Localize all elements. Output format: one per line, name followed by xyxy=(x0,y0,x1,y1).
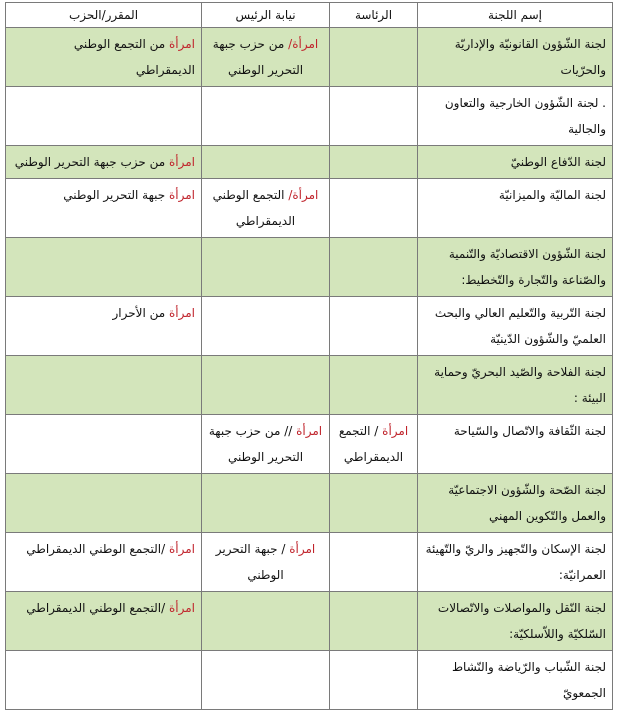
rapporteur-cell xyxy=(6,238,202,297)
committee-name: لجنة الثّقافة والاتّصال والسّياحة xyxy=(453,424,606,438)
committee-name: لجنة الإسكان والتّجهيز والريّ والتّهيئة العمرانيّة: xyxy=(425,542,606,582)
committee-name: . لجنة الشّؤون الخارجية والتعاون والجالية xyxy=(444,96,606,136)
rapporteur-cell xyxy=(6,356,202,415)
rapporteur-cell xyxy=(6,179,202,238)
vice-woman-label: امرأة/ xyxy=(288,188,319,202)
president-cell xyxy=(330,146,418,179)
vice-woman-label: امرأة xyxy=(296,424,323,438)
committee-cell xyxy=(418,533,613,592)
table-row xyxy=(6,238,613,297)
rapporteur-woman-label: امرأة xyxy=(168,542,195,556)
rapporteur-cell xyxy=(6,474,202,533)
rapporteur-party: /التجمع الوطني الديمقراطي xyxy=(26,542,169,556)
president-cell xyxy=(330,415,418,474)
header-vice: نيابة الرئيس xyxy=(202,3,330,28)
table-row xyxy=(6,28,613,87)
vice-cell xyxy=(202,651,330,710)
committee-name: لجنة التّربية والتّعليم العالي والبحث العلميّ والشّؤون الدّينيّة xyxy=(434,306,606,346)
vice-party: // من حزب جبهة التحرير الوطني xyxy=(208,424,304,464)
president-woman-label: امرأة xyxy=(382,424,409,438)
rapporteur-party: من التجمع الوطني الديمقراطي xyxy=(73,37,195,77)
committee-cell xyxy=(418,474,613,533)
vice-cell xyxy=(202,179,330,238)
committees-table-wrapper xyxy=(5,2,612,710)
table-row xyxy=(6,474,613,533)
vice-woman-label: امرأة xyxy=(289,542,316,556)
committee-cell xyxy=(418,28,613,87)
president-cell xyxy=(330,651,418,710)
president-cell xyxy=(330,592,418,651)
rapporteur-cell xyxy=(6,28,202,87)
vice-cell xyxy=(202,415,330,474)
vice-woman-label: امرأة/ xyxy=(288,37,319,51)
table-row xyxy=(6,415,613,474)
vice-cell xyxy=(202,533,330,592)
vice-cell xyxy=(202,238,330,297)
committees-body xyxy=(6,28,613,710)
rapporteur-woman-label: امرأة xyxy=(168,37,195,51)
vice-cell xyxy=(202,356,330,415)
committee-name: لجنة الماليّة والميزانيّة xyxy=(498,188,606,202)
committee-name: لجنة الشّباب والرّياضة والنّشاط الجمعويّ xyxy=(451,660,606,700)
vice-cell xyxy=(202,146,330,179)
header-president: الرئاسة xyxy=(330,3,418,28)
president-cell xyxy=(330,474,418,533)
president-cell xyxy=(330,238,418,297)
vice-cell xyxy=(202,474,330,533)
header-committee: إسم اللجنة xyxy=(418,3,613,28)
vice-party: التجمع الوطني الديمقراطي xyxy=(212,188,296,228)
rapporteur-cell xyxy=(6,87,202,146)
rapporteur-woman-label: امرأة xyxy=(168,155,195,169)
table-row xyxy=(6,297,613,356)
committee-cell xyxy=(418,238,613,297)
vice-cell xyxy=(202,87,330,146)
president-cell xyxy=(330,297,418,356)
vice-cell xyxy=(202,28,330,87)
president-cell xyxy=(330,356,418,415)
committees-table xyxy=(5,2,613,710)
committee-cell xyxy=(418,87,613,146)
committee-name: لجنة الصّحة والشّؤون الاجتماعيّة والعمل والتّكوين المهني xyxy=(448,483,606,523)
president-cell xyxy=(330,179,418,238)
header-rapporteur: المقرر/الحزب xyxy=(6,3,202,28)
table-row xyxy=(6,179,613,238)
rapporteur-cell xyxy=(6,297,202,356)
committee-cell xyxy=(418,297,613,356)
rapporteur-woman-label: امرأة xyxy=(168,188,195,202)
vice-party: من حزب جبهة التحرير الوطني xyxy=(212,37,304,77)
rapporteur-party: /التجمع الوطني الديمقراطي xyxy=(26,601,169,615)
committee-name: لجنة الفلاحة والصّيد البحريّ وحماية البيئة : xyxy=(434,365,606,405)
rapporteur-cell xyxy=(6,146,202,179)
committee-cell xyxy=(418,415,613,474)
table-row xyxy=(6,87,613,146)
vice-cell xyxy=(202,297,330,356)
president-party: / التجمع الديمقراطي xyxy=(338,424,404,464)
table-row xyxy=(6,592,613,651)
rapporteur-cell xyxy=(6,533,202,592)
vice-cell xyxy=(202,592,330,651)
committee-cell xyxy=(418,651,613,710)
rapporteur-cell xyxy=(6,415,202,474)
rapporteur-party: جبهة التحرير الوطني xyxy=(63,188,169,202)
president-cell xyxy=(330,28,418,87)
committee-name: لجنة الشّؤون القانونيّة والإداريّة والحرّيات xyxy=(454,37,606,77)
table-row xyxy=(6,651,613,710)
committee-name: لجنة الشّؤون الاقتصاديّة والتّنمية والصّناعة والتّجارة والتّخطيط: xyxy=(448,247,606,287)
president-cell xyxy=(330,87,418,146)
rapporteur-cell xyxy=(6,651,202,710)
rapporteur-party: من حزب جبهة التحرير الوطني xyxy=(14,155,169,169)
vice-party: / جبهة التحرير الوطني xyxy=(215,542,290,582)
president-cell xyxy=(330,533,418,592)
header-row xyxy=(6,3,613,28)
rapporteur-woman-label: امرأة xyxy=(168,306,195,320)
rapporteur-woman-label: امرأة xyxy=(168,601,195,615)
table-row xyxy=(6,356,613,415)
committee-cell xyxy=(418,592,613,651)
committee-cell xyxy=(418,146,613,179)
committee-name: لجنة النّقل والمواصلات والاتّصالات السّلكيّة واللاّسلكيّة: xyxy=(437,601,606,641)
committee-cell xyxy=(418,356,613,415)
committee-cell xyxy=(418,179,613,238)
committee-name: لجنة الدّفاع الوطنيّ xyxy=(510,155,606,169)
rapporteur-cell xyxy=(6,592,202,651)
rapporteur-party: من الأحرار xyxy=(112,306,169,320)
table-row xyxy=(6,146,613,179)
table-row xyxy=(6,533,613,592)
